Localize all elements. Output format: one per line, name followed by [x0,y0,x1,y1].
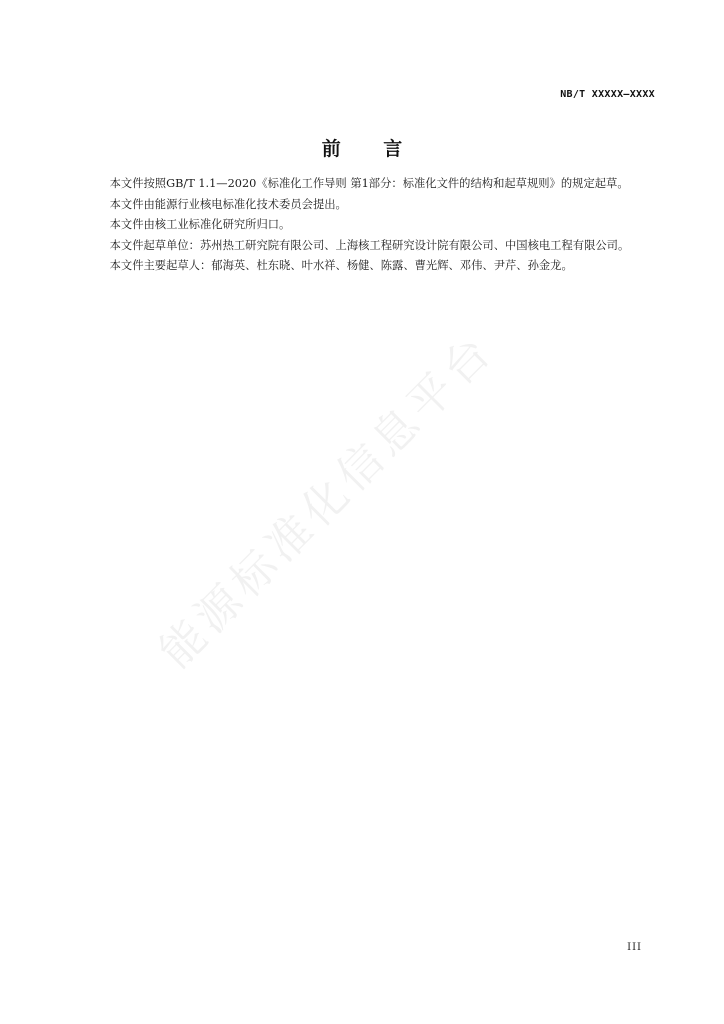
watermark: 能源标准化信息平台 [150,323,505,679]
paragraph-drafting-units: 本文件起草单位：苏州热工研究院有限公司、上海核工程研究设计院有限公司、中国核电工程有限公司。 [109,238,630,252]
paragraph-administrator: 本文件由核工业标准化研究所归口。 [109,218,291,231]
page-title: 前 言 [321,138,421,160]
foreword-body [87,174,657,277]
page-number: III [627,942,642,953]
paragraph-drafters: 本文件主要起草人：郁海英、杜东晓、叶水祥、杨健、陈露、曹光辉、邓伟、尹芹、孙金龙。 [109,259,573,272]
document-code: NB/T XXXXX—XXXX [560,89,655,100]
paragraph-drafting-rules: 本文件按照GB/T 1.1—2020《标准化工作导则 第1部分：标准化文件的结构和起草规则》的规定起草。 [109,177,629,190]
paragraph-proposer: 本文件由能源行业核电标准化技术委员会提出。 [109,197,347,211]
